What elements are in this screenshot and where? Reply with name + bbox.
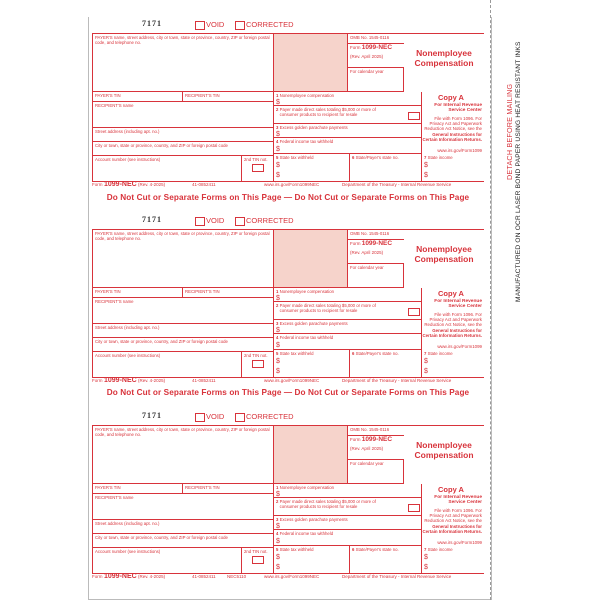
form-grid	[92, 425, 484, 574]
corrected-checkbox[interactable]	[235, 217, 245, 226]
second-tin-checkbox[interactable]	[252, 556, 264, 564]
recipient-tin-field[interactable]: RECIPIENT'S TIN	[183, 484, 274, 494]
second-tin-notice[interactable]: 2nd TIN not.	[242, 548, 274, 574]
form-1099-nec-3: 7171 VOID CORRECTED PAYER'S name, street address, city or town, state or province, country, ZIP or foreign postal code, and telephone no. OMB No. 1545-0116 Form 1099-NEC (Rev. April 2025) For calendar year Nonemployee Compensation PAYER'S TIN RECIPIENT'S TIN 1 Nonemployee compensation $ Copy A For Internal Revenue Service Center RECIPIENT'S name 2 Payer made direct sales totaling $5,000 or more of consumer products to recipient for resale File with Form 1096. For Privacy Act and Paperwork Reduction Act Notice, see the General Instructions for Certain Information Returns. Street address (including apt. no.) 3 Excess golden parachute payments $ City or town, state or province, country, and ZIP or foreign postal code 4 Federal income tax withheld $ www.irs.gov/Form1099 Account number (see instructions) 2nd TIN not. 5 State tax withheld $ $ 6 State/Payer's state no. 7 State income $ $ Form 1099-NEC (Rev. 4-2025) 41-0852411 NEC5110 www.irs.gov/Form1099NEC Department of the Treasury - Internal Revenue Service	[92, 411, 482, 580]
recipient-name-field[interactable]: RECIPIENT'S name	[92, 494, 274, 520]
box2-direct-sales[interactable]: 2 Payer made direct sales totaling $5,000 or more of consumer products to recipient for resale	[274, 106, 422, 124]
box3-golden-parachute[interactable]: 3 Excess golden parachute payments $	[274, 320, 422, 334]
do-not-cut-warning-2: Do Not Cut or Separate Forms on This Page — Do Not Cut or Separate Forms on This Page	[106, 388, 470, 397]
copy-a-label: Copy A	[438, 485, 464, 494]
payer-tin-field[interactable]: PAYER'S TIN	[92, 484, 183, 494]
box1-nonemployee-compensation[interactable]: 1 Nonemployee compensation $	[274, 92, 422, 106]
do-not-cut-warning-1: Do Not Cut or Separate Forms on This Page — Do Not Cut or Separate Forms on This Page	[106, 193, 470, 202]
city-state-zip-field[interactable]: City or town, state or province, country, and ZIP or foreign postal code	[92, 338, 274, 352]
box5-state-tax-withheld[interactable]: 5 State tax withheld $ $	[274, 350, 350, 378]
form-grid	[92, 33, 484, 182]
form-name-box: Form 1099-NEC (Rev. April 2025)	[348, 240, 404, 264]
privacy-notice: File with Form 1096. For Privacy Act and Paperwork Reduction Act Notice, see the General Instructions for Certain Information Returns.	[422, 116, 482, 142]
box7-state-income[interactable]: 7 State income $ $	[422, 350, 484, 378]
omb-number: OMB No. 1545-0116	[348, 426, 404, 436]
side-detach-text: DETACH BEFORE MAILING	[505, 83, 514, 180]
recipient-name-field[interactable]: RECIPIENT'S name	[92, 298, 274, 324]
city-state-zip-field[interactable]: City or town, state or province, country, and ZIP or foreign postal code	[92, 142, 274, 156]
box7-state-income[interactable]: 7 State income $ $	[422, 154, 484, 182]
recipient-name-field[interactable]: RECIPIENT'S name	[92, 102, 274, 128]
box2-checkbox[interactable]	[408, 308, 420, 316]
box6-state-payer-number[interactable]: 6 State/Payer's state no.	[350, 546, 422, 574]
corrected-checkbox[interactable]	[235, 413, 245, 422]
payer-tin-field[interactable]: PAYER'S TIN	[92, 92, 183, 102]
account-number-field[interactable]: Account number (see instructions)	[92, 548, 242, 574]
irs-center-text: For Internal Revenue Service Center	[434, 495, 482, 506]
corrected-label: CORRECTED	[246, 20, 294, 29]
payer-name-field[interactable]: PAYER'S name, street address, city or town, state or province, country, ZIP or foreign postal code, and telephone no.	[92, 230, 274, 288]
second-tin-notice[interactable]: 2nd TIN not.	[242, 156, 274, 182]
form-title: Nonemployee Compensation	[414, 48, 474, 68]
void-checkbox[interactable]	[195, 413, 205, 422]
payer-name-field[interactable]: PAYER'S name, street address, city or town, state or province, country, ZIP or foreign postal code, and telephone no.	[92, 426, 274, 484]
privacy-notice: File with Form 1096. For Privacy Act and Paperwork Reduction Act Notice, see the General Instructions for Certain Information Returns.	[422, 312, 482, 338]
street-address-field[interactable]: Street address (including apt. no.)	[92, 324, 274, 338]
side-manufacturer-text: MANUFACTURED ON OCR LASER BOND PAPER USING HEAT RESISTANT INKS	[515, 41, 522, 302]
copy-a-label: Copy A	[438, 289, 464, 298]
irs-url: www.irs.gov/Form1099	[437, 540, 482, 545]
irs-center-text: For Internal Revenue Service Center	[434, 299, 482, 310]
shaded-box	[274, 230, 348, 288]
form-name-box: Form 1099-NEC (Rev. April 2025)	[348, 44, 404, 68]
void-label: VOID	[206, 216, 225, 225]
street-address-field[interactable]: Street address (including apt. no.)	[92, 520, 274, 534]
corrected-checkbox[interactable]	[235, 21, 245, 30]
box2-direct-sales[interactable]: 2 Payer made direct sales totaling $5,000 or more of consumer products to recipient for resale	[274, 302, 422, 320]
calendar-year-field[interactable]: For calendar year	[348, 264, 404, 288]
box3-golden-parachute[interactable]: 3 Excess golden parachute payments $	[274, 124, 422, 138]
box2-checkbox[interactable]	[408, 112, 420, 120]
box4-federal-tax-withheld[interactable]: 4 Federal income tax withheld $	[274, 530, 422, 546]
form-grid	[92, 229, 484, 378]
payer-name-field[interactable]: PAYER'S name, street address, city or town, state or province, country, ZIP or foreign postal code, and telephone no.	[92, 34, 274, 92]
form-code: 7171	[142, 215, 162, 224]
void-checkbox[interactable]	[195, 21, 205, 30]
void-label: VOID	[206, 20, 225, 29]
shaded-box	[274, 426, 348, 484]
box6-state-payer-number[interactable]: 6 State/Payer's state no.	[350, 154, 422, 182]
corrected-label: CORRECTED	[246, 216, 294, 225]
street-address-field[interactable]: Street address (including apt. no.)	[92, 128, 274, 142]
copy-a-label: Copy A	[438, 93, 464, 102]
irs-url: www.irs.gov/Form1099	[437, 148, 482, 153]
form-title: Nonemployee Compensation	[414, 244, 474, 264]
form-name-box: Form 1099-NEC (Rev. April 2025)	[348, 436, 404, 460]
form-code: 7171	[142, 411, 162, 420]
account-number-field[interactable]: Account number (see instructions)	[92, 352, 242, 378]
shaded-box	[274, 34, 348, 92]
form-title: Nonemployee Compensation	[414, 440, 474, 460]
box3-golden-parachute[interactable]: 3 Excess golden parachute payments $	[274, 516, 422, 530]
recipient-tin-field[interactable]: RECIPIENT'S TIN	[183, 288, 274, 298]
box7-state-income[interactable]: 7 State income $ $	[422, 546, 484, 574]
corrected-label: CORRECTED	[246, 412, 294, 421]
void-label: VOID	[206, 412, 225, 421]
privacy-notice: File with Form 1096. For Privacy Act and Paperwork Reduction Act Notice, see the General Instructions for Certain Information Returns.	[422, 508, 482, 534]
irs-center-text: For Internal Revenue Service Center	[434, 103, 482, 114]
second-tin-checkbox[interactable]	[252, 164, 264, 172]
irs-url: www.irs.gov/Form1099	[437, 344, 482, 349]
account-number-field[interactable]: Account number (see instructions)	[92, 156, 242, 182]
perforation-line	[490, 0, 491, 600]
box5-state-tax-withheld[interactable]: 5 State tax withheld $ $	[274, 154, 350, 182]
box6-state-payer-number[interactable]: 6 State/Payer's state no.	[350, 350, 422, 378]
second-tin-notice[interactable]: 2nd TIN not.	[242, 352, 274, 378]
form-code: 7171	[142, 19, 162, 28]
form-1099-nec-2: 7171 VOID CORRECTED PAYER'S name, street address, city or town, state or province, country, ZIP or foreign postal code, and telephone no. OMB No. 1545-0116 Form 1099-NEC (Rev. April 2025) For calendar year Nonemployee Compensation PAYER'S TIN RECIPIENT'S TIN 1 Nonemployee compensation $ Copy A For Internal Revenue Service Center RECIPIENT'S name 2 Payer made direct sales totaling $5,000 or more of consumer products to recipient for resale File with Form 1096. For Privacy Act and Paperwork Reduction Act Notice, see the General Instructions for Certain Information Returns. Street address (including apt. no.) 3 Excess golden parachute payments $ City or town, state or province, country, and ZIP or foreign postal code 4 Federal income tax withheld $ www.irs.gov/Form1099 Account number (see instructions) 2nd TIN not. 5 State tax withheld $ $ 6 State/Payer's state no. 7 State income $ $ Form 1099-NEC (Rev. 4-2025) 41-0852411 www.irs.gov/Form1099NEC Department of the Treasury - Internal Revenue Service	[92, 215, 482, 384]
omb-number: OMB No. 1545-0116	[348, 230, 404, 240]
recipient-tin-field[interactable]: RECIPIENT'S TIN	[183, 92, 274, 102]
box1-nonemployee-compensation[interactable]: 1 Nonemployee compensation $	[274, 288, 422, 302]
box2-direct-sales[interactable]: 2 Payer made direct sales totaling $5,000 or more of consumer products to recipient for resale	[274, 498, 422, 516]
box4-federal-tax-withheld[interactable]: 4 Federal income tax withheld $	[274, 334, 422, 350]
city-state-zip-field[interactable]: City or town, state or province, country, and ZIP or foreign postal code	[92, 534, 274, 548]
payer-tin-field[interactable]: PAYER'S TIN	[92, 288, 183, 298]
calendar-year-field[interactable]: For calendar year	[348, 460, 404, 484]
form-1099-nec-1: 7171 VOID CORRECTED PAYER'S name, street address, city or town, state or province, country, ZIP or foreign postal code, and telephone no. OMB No. 1545-0116 Form 1099-NEC (Rev. April 2025) For calendar year Nonemployee Compensation PAYER'S TIN RECIPIENT'S TIN 1 Nonemployee compensation $ Copy A For Internal Revenue Service Center RECIPIENT'S name 2 Payer made direct sales totaling $5,000 or more of consumer products to recipient for resale File with Form 1096. For Privacy Act and Paperwork Reduction Act Notice, see the General Instructions for Certain Information Returns. Street address (including apt. no.) 3 Excess golden parachute payments $ City or town, state or province, country, and ZIP or foreign postal code 4 Federal income tax withheld $ www.irs.gov/Form1099 Account number (see instructions) 2nd TIN not. 5 State tax withheld $ $ 6 State/Payer's state no. 7 State income $ $ Form 1099-NEC (Rev. 4-2025) 41-0852411 www.irs.gov/Form1099NEC Department of the Treasury - Internal Revenue Service	[92, 19, 482, 188]
box4-federal-tax-withheld[interactable]: 4 Federal income tax withheld $	[274, 138, 422, 154]
box1-nonemployee-compensation[interactable]: 1 Nonemployee compensation $	[274, 484, 422, 498]
calendar-year-field[interactable]: For calendar year	[348, 68, 404, 92]
omb-number: OMB No. 1545-0116	[348, 34, 404, 44]
box2-checkbox[interactable]	[408, 504, 420, 512]
second-tin-checkbox[interactable]	[252, 360, 264, 368]
box5-state-tax-withheld[interactable]: 5 State tax withheld $ $	[274, 546, 350, 574]
void-checkbox[interactable]	[195, 217, 205, 226]
